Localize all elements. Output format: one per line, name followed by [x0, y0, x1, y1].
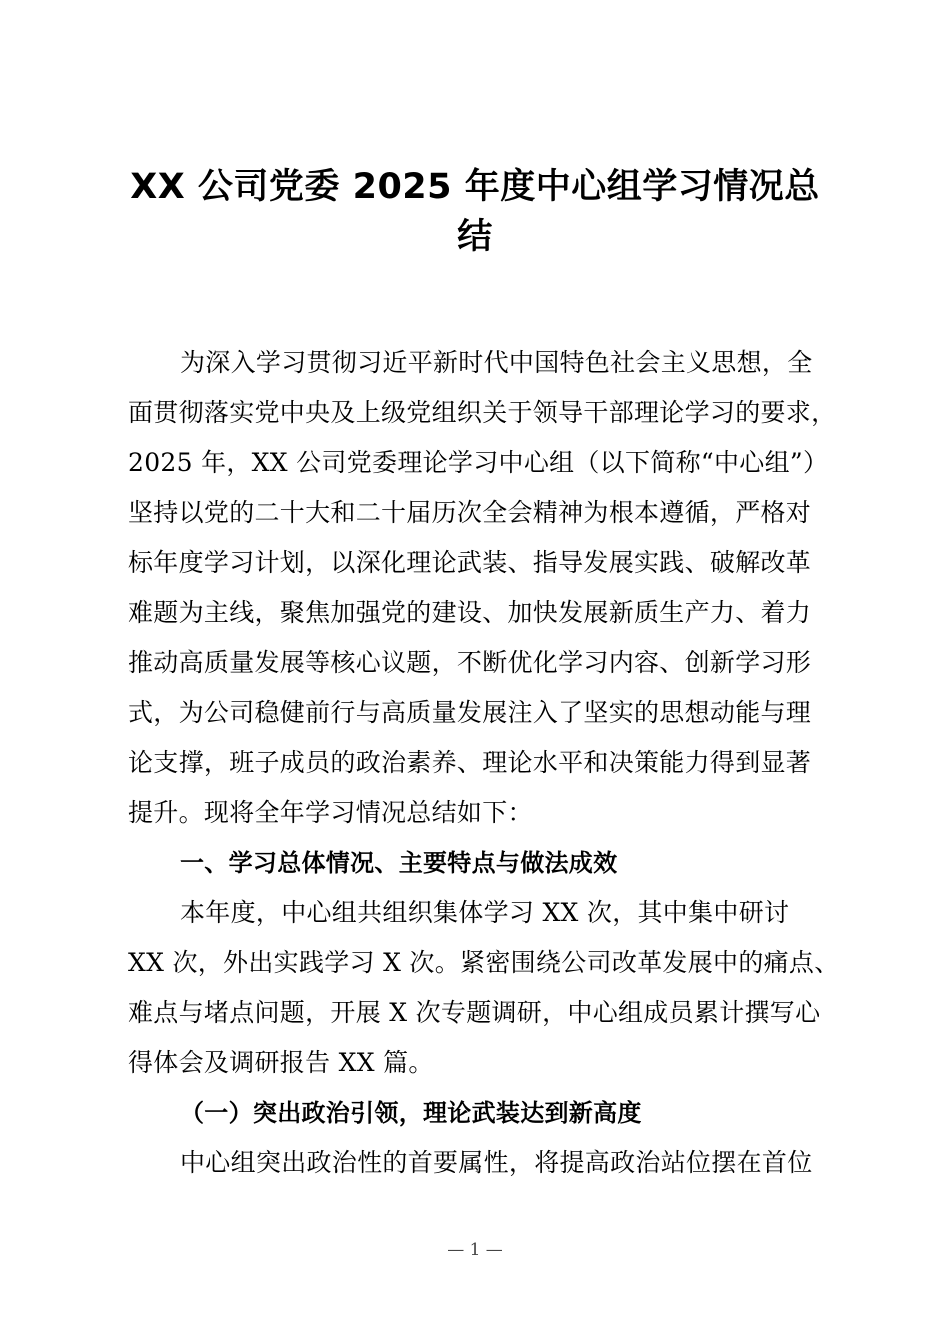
- intro-line: 提升。现将全年学习情况总结如下：: [128, 798, 533, 827]
- document-body: [128, 338, 840, 1188]
- subsection-heading: （一）突出政治引领，理论武装达到新高度: [180, 1099, 642, 1127]
- section-line: XX 次，外出实践学习 X 次。紧密围绕公司改革发展中的痛点、: [128, 948, 840, 977]
- intro-line: 面贯彻落实党中央及上级党组织关于领导干部理论学习的要求，: [128, 398, 837, 427]
- section-heading: 一、学习总体情况、主要特点与做法成效: [180, 849, 618, 877]
- intro-line: 式，为公司稳健前行与高质量发展注入了坚实的思想动能与理: [128, 698, 812, 727]
- document-title: [110, 162, 840, 262]
- intro-line: 为深入学习贯彻习近平新时代中国特色社会主义思想，全: [180, 348, 813, 377]
- intro-line: 2025 年，XX 公司党委理论学习中心组（以下简称“中心组”）: [128, 448, 829, 477]
- intro-line: 难题为主线，聚焦加强党的建设、加快发展新质生产力、着力: [128, 598, 812, 627]
- title-line-1: XX 公司党委 2025 年度中心组学习情况总: [130, 167, 820, 207]
- title-line-2: 结: [457, 217, 493, 257]
- intro-line: 推动高质量发展等核心议题，不断优化学习内容、创新学习形: [128, 648, 812, 677]
- section-line: 难点与堵点问题，开展 X 次专题调研，中心组成员累计撰写心: [128, 998, 821, 1027]
- intro-line: 标年度学习计划，以深化理论武装、指导发展实践、破解改革: [128, 548, 812, 577]
- intro-line: 论支撑，班子成员的政治素养、理论水平和决策能力得到显著: [128, 748, 812, 777]
- section-line: 得体会及调研报告 XX 篇。: [128, 1048, 434, 1077]
- section-line: 本年度，中心组共组织集体学习 XX 次，其中集中研讨: [180, 898, 790, 927]
- subsection-line: 中心组突出政治性的首要属性，将提高政治站位摆在首位: [180, 1148, 813, 1177]
- intro-line: 坚持以党的二十大和二十届历次全会精神为根本遵循，严格对: [128, 498, 812, 527]
- page-number: — 1 —: [447, 1240, 503, 1260]
